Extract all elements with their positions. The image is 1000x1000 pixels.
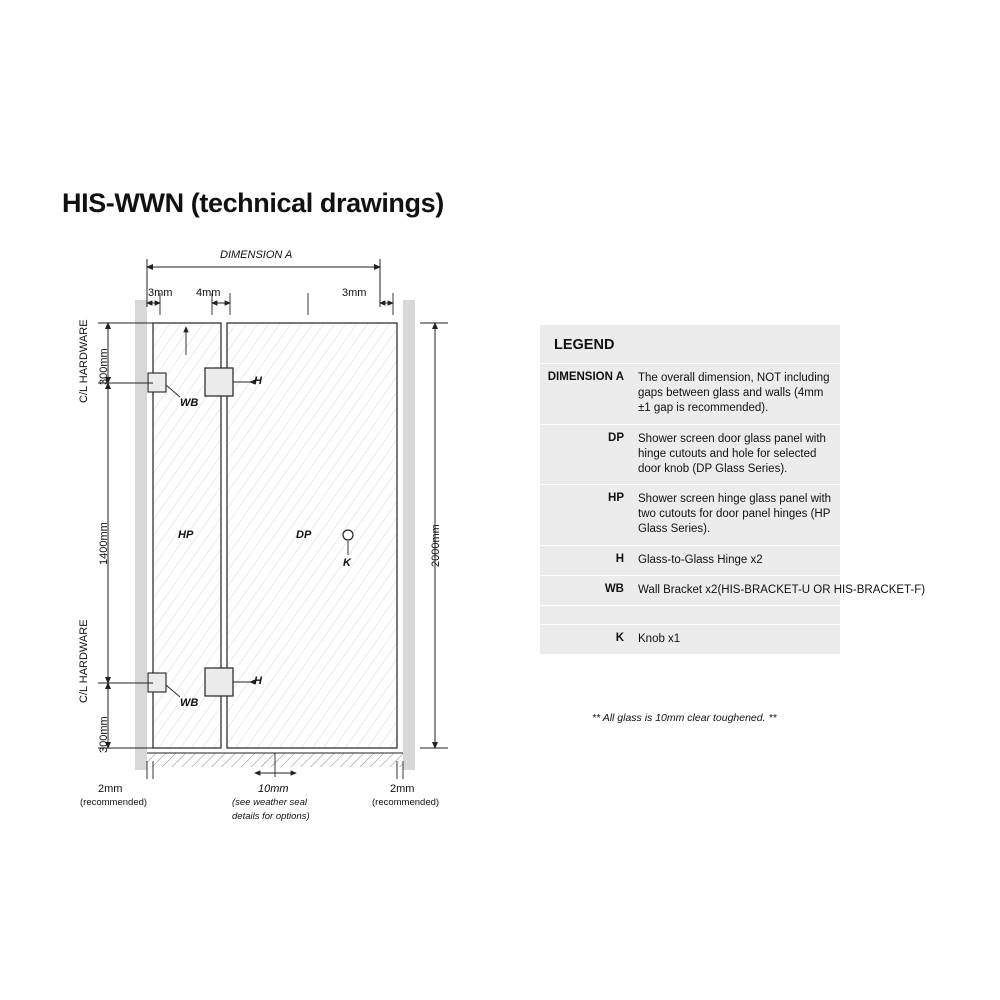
bottom-left-gap-label: 2mm	[98, 783, 123, 795]
gap-right-wall-label: 3mm	[342, 287, 367, 299]
legend-row	[540, 576, 926, 606]
legend-row	[540, 364, 840, 425]
legend-key	[540, 606, 632, 624]
cl-hardware-top-label: C/L HARDWARE	[78, 319, 90, 403]
dim-2000-label: 2000mm	[430, 524, 442, 567]
legend-row	[540, 485, 840, 546]
legend-key: HP	[608, 492, 624, 505]
h-upper-label: H	[254, 375, 262, 387]
bottom-right-gap-label: 2mm	[390, 783, 415, 795]
legend-value: Knob x1	[638, 632, 681, 645]
hp-label: HP	[178, 529, 194, 541]
wall-bracket-lower	[148, 673, 166, 692]
wb-upper-label: WB	[180, 397, 199, 409]
legend-row	[540, 546, 840, 576]
technical-drawing	[60, 245, 480, 845]
legend-row	[540, 425, 840, 486]
h-lower-label: H	[254, 675, 262, 687]
shower-screen-drawing-svg	[60, 245, 480, 845]
bottom-center-gap-label: 10mm	[258, 783, 289, 795]
door-glass-panel	[227, 323, 397, 748]
legend-value: Shower screen hinge glass panel with two cutouts for door panel hinges (HP Glass Series).	[638, 493, 832, 536]
legend-panel	[540, 325, 926, 656]
dim-300-bottom-label: 300mm	[98, 716, 110, 753]
k-label: K	[343, 557, 351, 569]
dim-300-top-label: 300mm	[98, 348, 110, 385]
gap-panel-label: 4mm	[196, 287, 221, 299]
bottom-left-gap-note: (recommended)	[80, 797, 148, 808]
wall-bracket-upper	[148, 373, 166, 392]
legend-key: DIMENSION A	[547, 371, 624, 383]
legend-title: LEGEND	[540, 325, 840, 364]
legend-key: K	[615, 631, 624, 644]
dim-1400-label: 1400mm	[98, 522, 110, 565]
wb-lower-label: WB	[180, 697, 199, 709]
legend-value: Shower screen door glass panel with hinge cutouts and hole for selected door knob (DP Glass Series).	[638, 432, 826, 475]
cl-hardware-bottom-label: C/L HARDWARE	[78, 619, 90, 703]
legend-key: H	[615, 552, 624, 565]
legend-row	[540, 625, 840, 655]
hinge-lower	[205, 668, 233, 696]
knob-hole	[343, 530, 353, 540]
hinge-upper	[205, 368, 233, 396]
wall-left	[135, 300, 147, 770]
legend-value: Wall Bracket x2(HIS-BRACKET-U OR HIS-BRACKET-F)	[638, 583, 926, 596]
gap-left-wall-label: 3mm	[148, 287, 173, 299]
legend-key: WB	[604, 582, 624, 595]
bottom-right-gap-note: (recommended)	[372, 797, 440, 808]
legend-row-spacer	[540, 606, 840, 625]
legend-value	[632, 606, 644, 624]
dimension-a-label: DIMENSION A	[220, 249, 293, 261]
legend-key: DP	[608, 431, 624, 444]
bottom-center-gap-note-2: details for options)	[232, 811, 310, 822]
page-title: HIS-WWN (technical drawings)	[62, 188, 444, 218]
bottom-center-gap-note-1: (see weather seal	[232, 797, 307, 808]
legend-value: Glass-to-Glass Hinge x2	[638, 553, 763, 566]
legend-value: The overall dimension, NOT including gaps between glass and walls (4mm ±1 gap is recommended).	[638, 372, 830, 415]
wall-right	[403, 300, 415, 770]
legend-footnote: ** All glass is 10mm clear toughened. **	[592, 712, 777, 724]
dp-label: DP	[296, 529, 312, 541]
